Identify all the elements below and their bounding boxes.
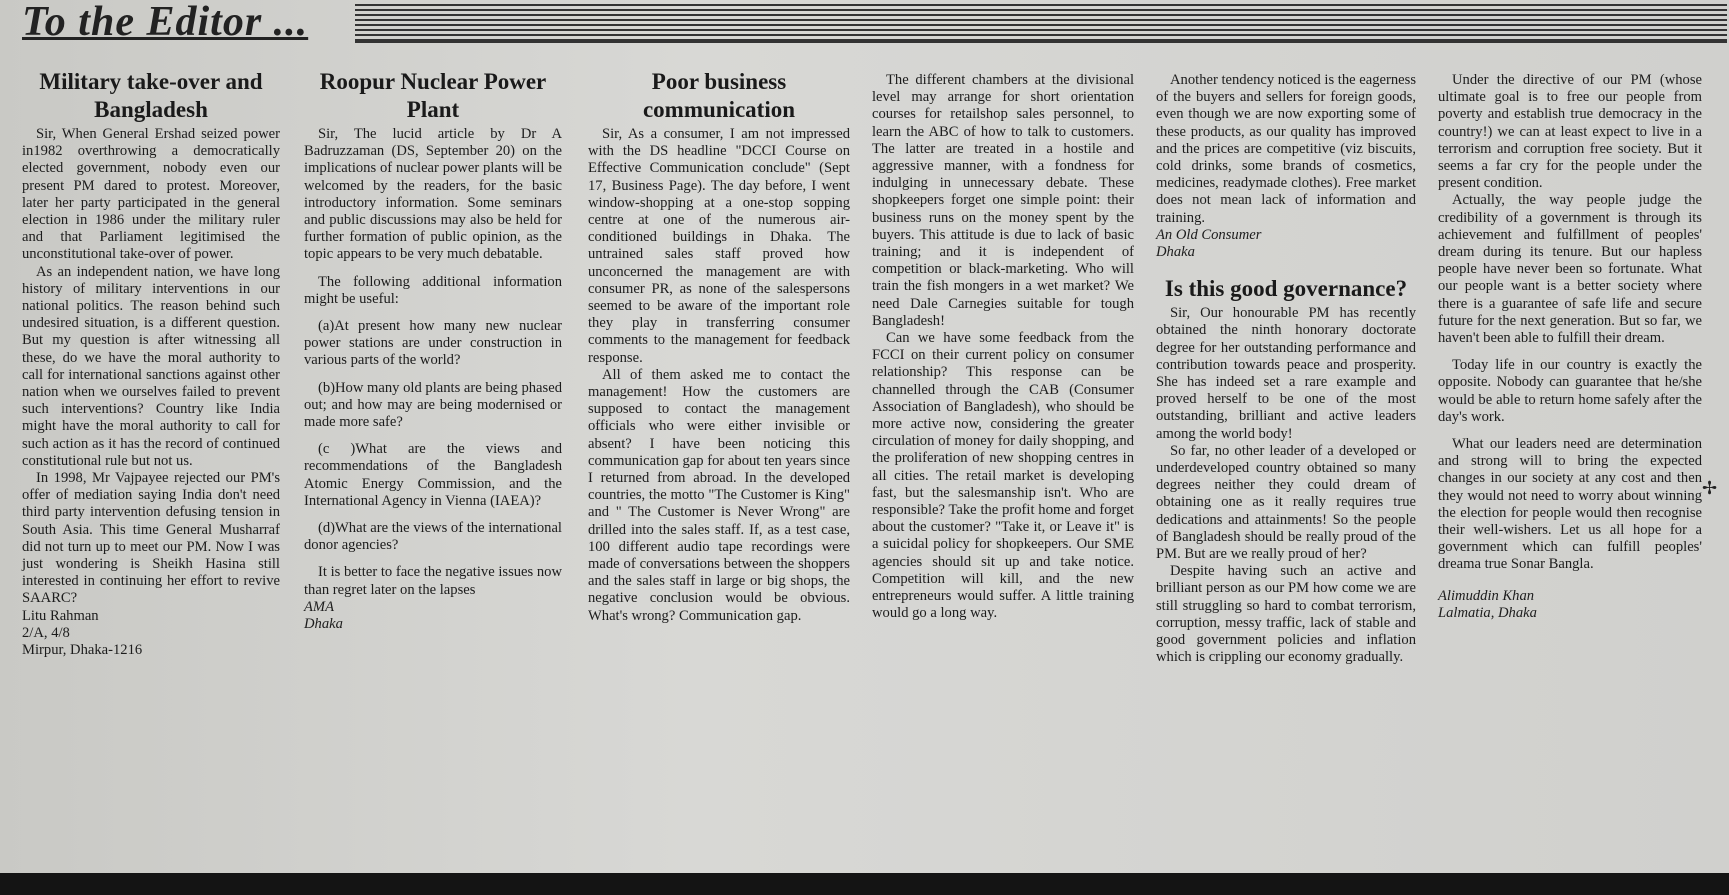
- letter-paragraph: The different chambers at the divisional level may arrange for short orientation courses for retailshop sales personnel, to learn the ABC of how to talk to customers. The latter are treated in a hostile and aggressive manner, with a fondness for indulging in unnecessary debate. These shopkeepers forget one simple point: their business runs on the money spent by the buyers. This attitude is due to lack of basic training; and it is independent of competition or black-marketing. Who will train the fish mongers in a wet market? We need Dale Carnegies suitable for tough Bangladesh!: [872, 72, 1134, 329]
- letter-paragraph: Despite having such an active and brilliant person as our PM how come we are still struggling so hard to combat terrorism, corruption, messy traffic, lack of stable and good government policies and inflation which is crippling our economy gradually.: [1156, 563, 1416, 666]
- signature-city: Dhaka: [1156, 244, 1195, 261]
- letter-paragraph: Another tendency noticed is the eagerness of the buyers and sellers for foreign goods, even though we are now exporting some of these products, as our quality has improved and the prices are competitive (viz biscuits, cold drinks, some brands of cosmetics, medicines, readymade clothes). Free market does not mean lack of information and training.: [1156, 72, 1416, 226]
- signature-city: Mirpur, Dhaka-1216: [22, 642, 143, 659]
- letter-paragraph: (a)At present how many new nuclear power stations are under construction in various parts of the world?: [304, 318, 562, 369]
- letter-paragraph: Sir, The lucid article by Dr A Badruzzaman (DS, September 20) on the implications of nuclear power plants will be welcomed by the readers, for the basic introductory information. Some seminars and public discussions may also be held for further formation of public opinion, as the topic appears to be very much debatable.: [304, 126, 562, 263]
- letter-paragraph: Sir, As a consumer, I am not impressed with the DS headline "DCCI Course on Effective Communication conclude" (Sept 17, Business Page). The day before, I went window-shopping at a one-stop sopping centre at one of the numerous air-conditioned buildings in Dhaka. The untrained sales staff proved how unconcerned the management are with consumer PR, as none of the salespersons seemed to be aware of the important role they play in transferring consumer comments to the management for feedback response.: [588, 126, 850, 366]
- letter-poor-business-communication-continued: [872, 72, 1134, 623]
- signature-city: Lalmatia, Dhaka: [1438, 604, 1537, 621]
- letter-paragraph: The following additional information might be useful:: [304, 273, 562, 307]
- letter-signature: [1156, 227, 1416, 261]
- letter-good-governance-continued: [1438, 72, 1702, 622]
- letter-paragraph: (c )What are the views and recommendations of the Bangladesh Atomic Energy Commission, and the International Agency in Vienna (IAEA)?: [304, 441, 562, 509]
- letter-column-five: [1156, 72, 1416, 667]
- letter-headline: Poor business communication: [642, 69, 796, 122]
- letter-headline: Is this good governance?: [1164, 276, 1408, 302]
- letter-paragraph: (b)How many old plants are being phased out; and how may are being modernised or made more safe?: [304, 379, 562, 431]
- letter-paragraph: Sir, When General Ershad seized power in1982 overthrowing a democratically elected government, nobody even our present PM dared to protest. Moreover, later her party participated in the general election in 1986 under the military ruler and that Parliament legitimised the unconstitutional take-over of power.: [22, 126, 280, 263]
- signature-name: AMA: [304, 598, 334, 615]
- letter-paragraph: (d)What are the views of the international donor agencies?: [304, 520, 562, 554]
- letter-roopur-nuclear: [304, 68, 562, 633]
- section-title: To the Editor ...: [22, 0, 309, 45]
- letter-paragraph: Sir, Our honourable PM has recently obtained the ninth honorary doctorate degree for her outstanding performance and contribution towards peace and prosperity. She has indeed set a rare example and proved herself to be one of the most outstanding, brilliant and active leaders among the world body!: [1156, 305, 1416, 442]
- scan-edge: [0, 873, 1729, 895]
- letter-paragraph: Today life in our country is exactly the opposite. Nobody can guarantee that he/she would be able to return home safely after the day's work.: [1438, 357, 1702, 425]
- signature-name: Alimuddin Khan: [1438, 587, 1535, 604]
- signature-address: 2/A, 4/8: [22, 624, 70, 641]
- signature-name: An Old Consumer: [1156, 226, 1262, 243]
- letter-paragraph: What our leaders need are determination and strong will to bring the expected changes in our society at any cost and then they would not need to worry about winning the election for people would then recognise their well-wishers. Let us all hope for a government which can fulfill peoples' dreama true Sonar Bangla.: [1438, 436, 1702, 573]
- letter-paragraph: Can we have some feedback from the FCCI on their current policy on consumer relationship? This response can be channelled through the CAB (Consumer Association of Bangladesh), who should be more active now, considering the greater circulation of money for daily shopping, and the proliferation of new shopping centres in all cities. The retail market is developing fast, but the salesmanship isn't. Who are responsible? Take the profit home and forget about the customer? "Take it, or Leave it" is a suicidal policy for shopkeepers. Our SME agencies should sit up and take notice. Competition will kill, and the new entrepreneurs would suffer. A little training would go a long way.: [872, 330, 1134, 622]
- signature-city: Dhaka: [304, 616, 343, 633]
- letter-paragraph: Actually, the way people judge the credibility of a government is through its achievement and fulfillment of peoples' dream during its tenure. But our hapless people have never been so fortunate. What our people want is a better society where there is a guarantee of safe life and secure future for the next generation. But so far, we haven't been able to fulfill their dream.: [1438, 192, 1702, 347]
- letter-signature: [304, 599, 562, 633]
- letter-signature: [22, 608, 280, 660]
- letter-paragraph: In 1998, Mr Vajpayee rejected our PM's offer of mediation saying India don't need third party intervention defusing tension in South Asia. This time General Musharraf did not turn up to meet our PM. Now I was just wondering is Sheikh Hasina still interested in continuing her effort to revive SAARC?: [22, 470, 280, 607]
- letter-paragraph: As an independent nation, we have long history of military interventions in our national politics. The reason behind such undesired situation, is a different question. But my question is after witnessing all these, do we have the moral authority to call for international sanctions against other nation when we ourselves failed to prevent such interventions? Country like India might have the moral authority to call for such action as it has the record of continued constitutional rule but not us.: [22, 263, 280, 469]
- section-masthead: [0, 0, 1729, 52]
- masthead-rules: [355, 4, 1727, 46]
- letter-signature: [1438, 588, 1702, 622]
- letter-poor-business-communication: [588, 68, 850, 625]
- letter-paragraph: So far, no other leader of a developed or underdeveloped country obtained so many degrees neither they could dream of obtaining one as it really requires true dedications and attainments! So the people of Bangladesh should be really proud of the PM. But are we really proud of her?: [1156, 442, 1416, 563]
- signature-name: Litu Rahman: [22, 607, 99, 624]
- letter-military-takeover: [22, 68, 280, 659]
- letter-paragraph: Under the directive of our PM (whose ultimate goal is to free our people from poverty and establish true democracy in the country!) we can at least expect to live in a terrorism and corruption free society. But it seems a far cry for the people under the present condition.: [1438, 72, 1702, 192]
- letter-paragraph: All of them asked me to contact the management! How the customers are supposed to contact the management officials who were either invisible or absent? I have been noticing this communication gap for about ten years since I returned from abroad. In the developed countries, the motto "The Customer is King" and " The Customer is Never Wrong" are drilled into the sales staff. If, as a test case, 100 different audio tape recordings were made of conversations between the shoppers and the sales staff in large or big shops, the negative conclusion would be obvious. What's wrong? Communication gap.: [588, 366, 850, 624]
- margin-mark: ✢: [1702, 478, 1718, 498]
- letter-headline: Military take-over and Bangladesh: [39, 69, 263, 122]
- letter-headline: Roopur Nuclear Power Plant: [319, 69, 547, 122]
- letter-paragraph: It is better to face the negative issues now than regret later on the lapses: [304, 564, 562, 598]
